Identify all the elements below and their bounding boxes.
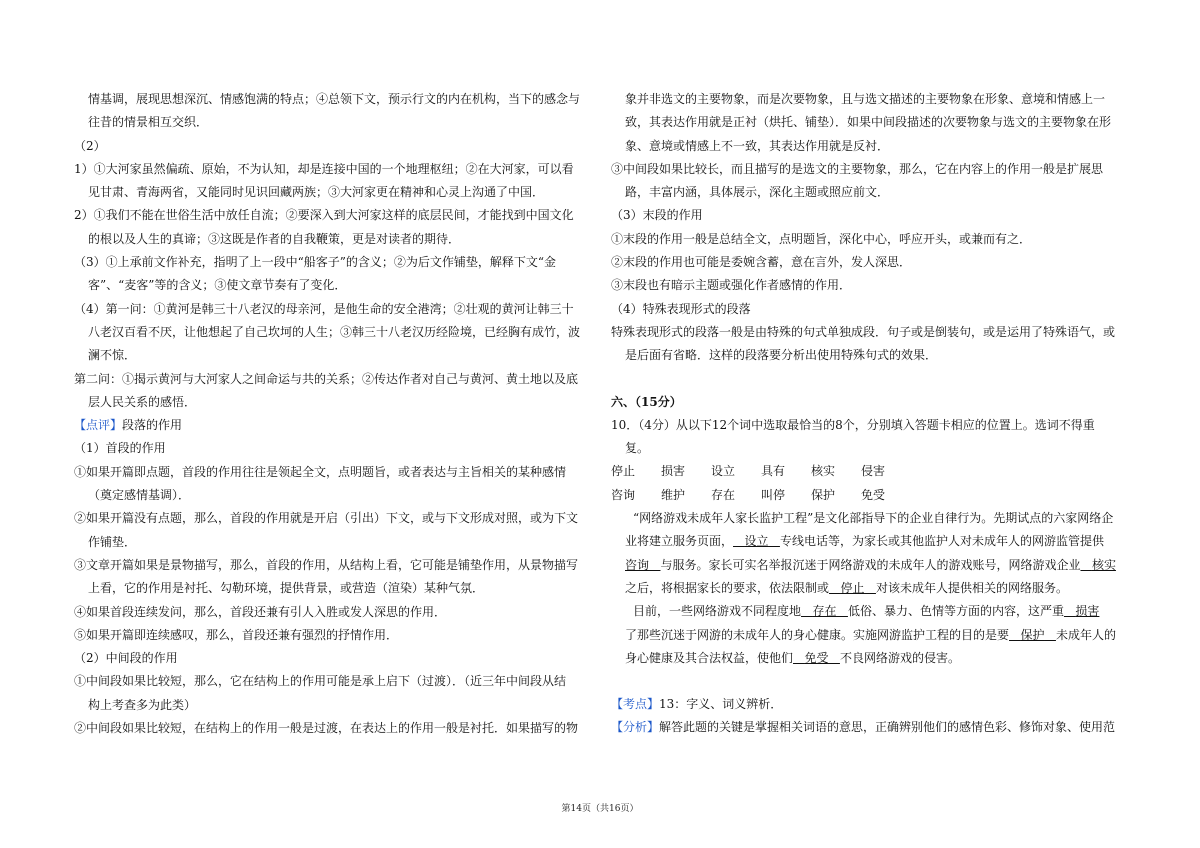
answer-blank xyxy=(1080,558,1115,572)
answer-blank xyxy=(733,534,780,548)
text-line: 象并非选文的主要物象，而是次要物象，且与选文描述的主要物象在形象、意境和情感上一 xyxy=(625,92,1106,106)
question-line: 复。 xyxy=(625,441,650,456)
text-line: 情基调，展现思想深沉、情感饱满的特点；④总领下文，预示行文的内在机构，当下的感念与 xyxy=(88,92,581,106)
answer: 咨询 xyxy=(625,557,650,572)
spacer xyxy=(611,368,1131,391)
text-line: 上看，它的作用是衬托、勾勒环境，提供背景，或营造（渲染）某种气氛． xyxy=(88,581,485,596)
text: 未成年人的 xyxy=(1055,627,1116,642)
section-heading: 六、（15分） xyxy=(611,394,682,409)
text-line: 第二问：①揭示黄河与大河家人之间命运与共的关系；②传达作者对自己与黄河、黄土地以及底 xyxy=(74,371,579,386)
text: 13：字义、词义辨析． xyxy=(659,697,783,712)
word: 停止 xyxy=(611,464,636,479)
text-line: （奠定感情基调）． xyxy=(88,488,191,503)
answer-blank xyxy=(1064,604,1099,618)
text-line: （4）第一问：①黄河是韩三十八老汉的母亲河，是他生命的安全港湾；②壮观的黄河让韩三十 xyxy=(74,301,574,316)
text-line: 是后面有省略．这样的段落要分析出使用特殊句式的效果． xyxy=(625,348,938,363)
text-line: 致，其表达作用就是正衬（烘托、铺垫）．如果中间段描述的次要物象与选文的主要物象在形 xyxy=(625,115,1112,130)
answer: 核实 xyxy=(1091,557,1116,572)
text: 对该未成年人提供相关的网络服务。 xyxy=(875,580,1068,595)
passage-line xyxy=(611,624,1131,647)
text-line: 作铺垫． xyxy=(88,534,137,549)
answer-blank xyxy=(801,604,848,618)
left-column xyxy=(74,88,594,740)
question-line: 10．（4分）从以下12个词中选取最恰当的8个，分别填入答题卡相应的位置上。选词不得重 xyxy=(611,417,1095,432)
text-line: ④如果首段连续发问，那么，首段还兼有引人入胜或发人深思的作用． xyxy=(74,604,447,619)
passage-line xyxy=(611,647,1131,670)
text-line: 构上考查多为此类） xyxy=(88,697,197,712)
text: 身心健康及其合法权益，使他们 xyxy=(625,650,794,665)
comment-line xyxy=(74,414,594,437)
text: 解答此题的关键是掌握相关词语的意思，正确辨别他们的感情色彩、修饰对象、使用范 xyxy=(659,720,1116,735)
word-row-2 xyxy=(611,484,1131,507)
text-line: （3）末段的作用 xyxy=(611,208,703,223)
answer: 保护 xyxy=(1020,627,1045,642)
text-line: ③文章开篇如果是景物描写，那么，首段的作用，从结构上看，它可能是铺垫作用，从景物描写 xyxy=(74,557,579,572)
word: 具有 xyxy=(761,464,786,479)
text-line: （1）首段的作用 xyxy=(74,441,166,456)
page-footer: 第14页（共16页） xyxy=(561,804,639,814)
fenxi-tag: 【分析】 xyxy=(611,720,660,735)
answer-blank xyxy=(793,651,840,665)
answer-blank xyxy=(625,558,660,572)
text-line: 客”、“麦客”等的含义；③使文章节奏有了变化． xyxy=(88,278,347,293)
answer: 停止 xyxy=(840,580,865,595)
passage-line xyxy=(611,554,1131,577)
kaodian-line xyxy=(611,693,1131,716)
text-line: 特殊表现形式的段落一般是由特殊的句式单独成段．句子或是倒装句，或是运用了特殊语气，或 xyxy=(611,324,1116,339)
passage-line xyxy=(611,530,1131,553)
word: 叫停 xyxy=(761,487,786,502)
text: 目前，一些网络游戏不同程度地 xyxy=(633,604,802,619)
text: 专线电话等，为家长或其他监护人对未成年人的网游监管提供 xyxy=(779,534,1104,549)
spacer xyxy=(611,670,1131,693)
text: 低俗、暴力、色情等方面的内容，这严重 xyxy=(847,604,1064,619)
text-line: ①中间段如果比较短，那么，它在结构上的作用可能是承上启下（过渡）．（近三年中间段从结 xyxy=(74,674,567,689)
word: 免受 xyxy=(861,487,886,502)
word: 咨询 xyxy=(611,487,636,502)
answer: 设立 xyxy=(744,534,769,549)
answer-blank xyxy=(829,581,876,595)
text: 与服务。家长可实名举报沉迷于网络游戏的未成年人的游戏账号，网络游戏企业 xyxy=(660,557,1081,572)
text-line: 的根以及人生的真谛；③这既是作者的自我鞭策，更是对读者的期待． xyxy=(88,231,461,246)
text-line: ⑤如果开篇即连续感叹，那么，首段还兼有强烈的抒情作用． xyxy=(74,627,399,642)
word: 设立 xyxy=(711,464,736,479)
text-line: ③中间段如果比较长，而且描写的是选文的主要物象，那么，它在内容上的作用一般是扩展思 xyxy=(611,161,1104,176)
word-row-1 xyxy=(611,460,1131,483)
passage-line: “网络游戏未成年人家长监护工程”是文化部指导下的企业自律行为。先期试点的六家网络企 xyxy=(633,511,1114,526)
word: 侵害 xyxy=(861,464,886,479)
text-line: 1）①大河家虽然偏疏、原始，不为认知，却是连接中国的一个地理枢纽；②在大河家，可以看 xyxy=(74,161,574,176)
text: 业将建立服务页面， xyxy=(625,534,734,549)
text: 不良网络游戏的侵害。 xyxy=(839,650,960,665)
text-line: （3）①上承前文作补充，指明了上一段中“船客子”的含义；②为后文作铺垫，解释下文“金 xyxy=(74,255,557,270)
text-line: ②中间段如果比较短，在结构上的作用一般是过渡，在表达上的作用一般是衬托．如果描写的物 xyxy=(74,721,579,736)
fenxi-line xyxy=(611,716,1131,739)
answer: 存在 xyxy=(812,604,837,619)
comment-tag: 【点评】 xyxy=(74,418,123,433)
word: 核实 xyxy=(811,464,836,479)
text-line: ②如果开篇没有点题，那么，首段的作用就是开启（引出）下文，或与下文形成对照，或为下文 xyxy=(74,511,579,526)
text-line: 见甘肃、青海两省，又能同时见识回藏两族；③大河家更在精神和心灵上沟通了中国． xyxy=(88,185,545,200)
word: 保护 xyxy=(811,487,836,502)
text-line: 路，丰富内涵，具体展示，深化主题或照应前文． xyxy=(625,185,890,200)
passage-line xyxy=(611,600,1131,623)
word: 损害 xyxy=(661,464,686,479)
word: 维护 xyxy=(661,487,686,502)
text: 之后，将根据家长的要求，依法限制或 xyxy=(625,580,830,595)
text-line: 2）①我们不能在世俗生活中放任自流；②要深入到大河家这样的底层民间，才能找到中国文化 xyxy=(74,208,574,223)
text-line: 八老汉百看不厌，让他想起了自己坎坷的人生；③韩三十八老汉历经险境，已经胸有成竹，波 xyxy=(88,324,581,339)
answer: 损害 xyxy=(1075,604,1100,619)
text-line: （2） xyxy=(74,138,106,153)
answer: 免受 xyxy=(804,650,829,665)
text-line: ①如果开篇即点题，首段的作用往往是领起全文，点明题旨，或者表达与主旨相关的某种感情 xyxy=(74,464,567,479)
text-line: 往昔的情景相互交织． xyxy=(88,115,209,130)
text: 段落的作用 xyxy=(122,418,183,433)
text: 了那些沉迷于网游的未成年人的身心健康。实施网游监护工程的目的是要 xyxy=(625,627,1010,642)
right-column xyxy=(611,88,1131,740)
passage-line xyxy=(611,577,1131,600)
text-line: 澜不惊． xyxy=(88,348,137,363)
word: 存在 xyxy=(711,487,736,502)
answer-blank xyxy=(1009,628,1056,642)
text-line: ③末段也有暗示主题或强化作者感情的作用． xyxy=(611,278,852,293)
text-line: ①末段的作用一般是总结全文，点明题旨，深化中心，呼应开头，或兼而有之． xyxy=(611,231,1032,246)
text-line: （2）中间段的作用 xyxy=(74,651,178,666)
text-line: 层人民关系的感悟． xyxy=(88,394,197,409)
kaodian-tag: 【考点】 xyxy=(611,697,660,712)
text-line: ②末段的作用也可能是委婉含蓄，意在言外，发人深思． xyxy=(611,255,912,270)
text-line: （4）特殊表现形式的段落 xyxy=(611,301,751,316)
text-line: 象、意境或情感上不一致，其表达作用就是反衬． xyxy=(625,138,890,153)
